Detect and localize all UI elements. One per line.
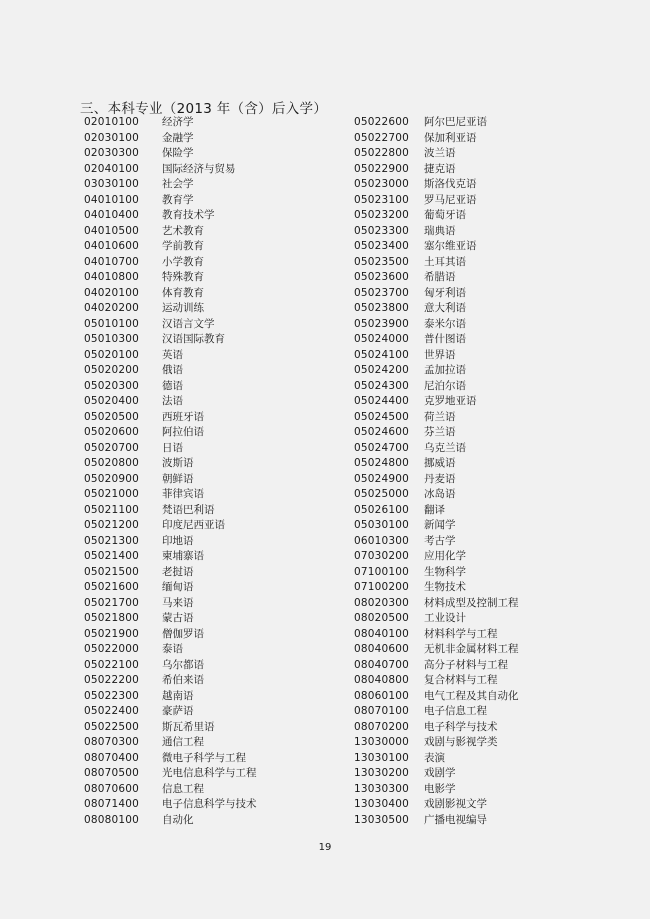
major-name: 希腊语 [424,271,456,283]
major-name: 世界语 [424,348,456,361]
major-code: 13030300 [354,782,410,795]
major-code: 13030200 [354,767,410,779]
major-name: 生物科学 [424,565,466,578]
major-name: 高分子材料与工程 [424,658,508,671]
major-name: 学前教育 [162,240,204,252]
major-name: 挪威语 [424,457,456,469]
major-code: 05023100 [354,193,410,206]
major-code: 05022700 [354,131,410,144]
major-code: 05024000 [354,333,410,345]
major-name: 社会学 [162,178,194,190]
major-name: 微电子科学与工程 [162,751,246,764]
major-code: 05022800 [354,147,410,159]
major-code: 02030100 [84,131,140,144]
major-code: 05023600 [354,271,410,283]
major-name: 考古学 [424,534,456,547]
major-code: 06010300 [354,534,410,547]
section-heading: 三、本科专业（2013 年（含）后入学） [80,101,328,117]
major-name: 保加利亚语 [424,131,477,144]
major-code: 05021900 [84,627,140,640]
major-name: 菲律宾语 [162,488,204,500]
major-code: 05021600 [84,581,140,593]
major-name: 葡萄牙语 [424,209,466,221]
major-name: 汉语国际教育 [162,333,225,345]
major-code: 05023000 [354,178,410,190]
page-number: 19 [318,842,332,853]
major-name: 朝鲜语 [162,472,194,485]
major-code: 13030400 [354,798,410,810]
major-code: 05022900 [354,162,410,175]
major-name: 意大利语 [424,302,466,314]
major-code: 05022500 [84,720,140,733]
major-code: 05023800 [354,302,410,314]
major-code: 04010500 [84,224,140,237]
major-name: 乌克兰语 [424,441,466,454]
major-code: 05022200 [84,674,140,686]
major-name: 小学教育 [162,255,204,268]
major-name: 罗马尼亚语 [424,193,477,206]
major-code: 05024400 [354,395,410,407]
major-name: 柬埔寨语 [162,550,204,562]
major-name: 金融学 [162,131,194,144]
major-code: 04010100 [84,193,140,206]
major-code: 05020800 [84,457,140,469]
major-name: 国际经济与贸易 [162,162,236,175]
major-name: 特殊教育 [162,271,204,283]
major-code: 05021700 [84,596,140,609]
major-name: 乌尔都语 [162,658,204,671]
major-name: 运动训练 [162,302,204,314]
major-code: 04010600 [84,240,140,252]
major-name: 俄语 [162,364,183,376]
major-code: 05021000 [84,488,140,500]
major-code: 05010300 [84,333,140,345]
major-name: 戏剧与影视学类 [424,736,498,748]
major-code: 13030500 [354,813,410,826]
major-code: 02030300 [84,147,140,159]
major-name: 保险学 [162,147,194,159]
major-code: 08070100 [354,705,410,717]
major-code: 05020100 [84,348,140,361]
major-code: 02010100 [84,116,140,128]
major-code: 13030100 [354,751,410,764]
major-code: 05024300 [354,379,410,392]
major-name: 材料成型及控制工程 [424,596,519,609]
major-code: 04010700 [84,255,140,268]
major-name: 克罗地亚语 [424,395,477,407]
major-name: 豪萨语 [162,705,194,717]
major-code: 05020900 [84,472,140,485]
major-code: 08080100 [84,813,140,826]
major-code: 08040600 [354,643,410,655]
major-code: 02040100 [84,162,140,175]
major-code: 13030000 [354,736,410,748]
major-name: 阿尔巴尼亚语 [424,116,487,128]
major-name: 通信工程 [162,736,204,748]
major-code: 08040700 [354,658,410,671]
major-name: 僧伽罗语 [162,627,204,640]
major-name: 西班牙语 [162,410,204,423]
major-code: 08070300 [84,736,140,748]
major-name: 希伯来语 [162,674,204,686]
major-name: 冰岛语 [424,488,456,500]
major-name: 表演 [424,751,445,764]
major-code: 05020300 [84,379,140,392]
major-code: 05022100 [84,658,140,671]
major-name: 普什图语 [424,333,466,345]
major-code: 08070200 [354,720,410,733]
major-code: 05024500 [354,410,410,423]
major-name: 翻译 [424,503,445,516]
major-code: 05010100 [84,317,140,330]
major-code: 07100100 [354,565,410,578]
major-name: 戏剧学 [424,767,456,779]
major-name: 匈牙利语 [424,286,466,299]
major-name: 印地语 [162,534,194,547]
major-code: 08040100 [354,627,410,640]
major-name: 应用化学 [424,550,466,562]
major-code: 08071400 [84,798,140,810]
major-code: 04020200 [84,302,140,314]
major-code: 05024700 [354,441,410,454]
major-code: 05024200 [354,364,410,376]
major-name: 斯洛伐克语 [424,178,477,190]
major-code: 08020500 [354,612,410,624]
major-name: 无机非金属材料工程 [424,643,519,655]
major-name: 新闻学 [424,519,456,531]
major-code: 05025000 [354,488,410,500]
major-code: 08070500 [84,767,140,779]
major-code: 05021200 [84,519,140,531]
major-code: 08070400 [84,751,140,764]
major-name: 斯瓦希里语 [162,720,215,733]
major-name: 梵语巴利语 [162,503,215,516]
major-code: 05024800 [354,457,410,469]
major-name: 光电信息科学与工程 [162,767,257,779]
major-code: 08020300 [354,596,410,609]
major-name: 塞尔维亚语 [424,240,477,252]
major-name: 材料科学与工程 [424,627,498,640]
major-name: 蒙古语 [162,612,194,624]
major-name: 尼泊尔语 [424,379,466,392]
major-name: 工业设计 [424,612,466,624]
major-code: 05023200 [354,209,410,221]
major-code: 05024900 [354,472,410,485]
major-name: 电子信息工程 [424,705,487,717]
major-name: 芬兰语 [424,426,456,438]
major-code: 05022600 [354,116,410,128]
major-name: 老挝语 [162,565,194,578]
major-code: 04010800 [84,271,140,283]
major-code: 05020600 [84,426,140,438]
major-code: 05021400 [84,550,140,562]
major-code: 04020100 [84,286,140,299]
major-code: 07030200 [354,550,410,562]
major-name: 荷兰语 [424,410,456,423]
major-code: 05021300 [84,534,140,547]
major-name: 捷克语 [424,162,456,175]
major-name: 自动化 [162,813,194,826]
major-code: 05020200 [84,364,140,376]
major-code: 05023700 [354,286,410,299]
major-code: 05021100 [84,503,140,516]
major-name: 电子信息科学与技术 [162,798,257,810]
major-name: 电气工程及其自动化 [424,689,519,702]
major-code: 05022400 [84,705,140,717]
major-code: 05026100 [354,503,410,516]
major-name: 生物技术 [424,581,466,593]
major-code: 05021500 [84,565,140,578]
major-code: 05023900 [354,317,410,330]
major-code: 05022000 [84,643,140,655]
major-code: 08040800 [354,674,410,686]
major-code: 05022300 [84,689,140,702]
major-name: 教育技术学 [162,209,215,221]
major-name: 丹麦语 [424,472,456,485]
major-name: 复合材料与工程 [424,674,498,686]
major-name: 法语 [162,395,183,407]
major-code: 05024600 [354,426,410,438]
major-name: 电影学 [424,782,456,795]
major-name: 汉语言文学 [162,317,215,330]
major-name: 缅甸语 [162,581,194,593]
major-name: 艺术教育 [162,224,204,237]
major-code: 05020400 [84,395,140,407]
major-name: 马来语 [162,596,194,609]
major-name: 孟加拉语 [424,364,466,376]
major-name: 波斯语 [162,457,194,469]
major-name: 电子科学与技术 [424,720,498,733]
major-name: 戏剧影视文学 [424,798,487,810]
major-code: 05030100 [354,519,410,531]
major-code: 05020500 [84,410,140,423]
major-code: 04010400 [84,209,140,221]
major-name: 体育教育 [162,286,204,299]
major-name: 经济学 [162,116,194,128]
major-name: 教育学 [162,193,194,206]
major-name: 越南语 [162,689,194,702]
major-code: 08060100 [354,689,410,702]
major-name: 印度尼西亚语 [162,519,225,531]
major-code: 05023400 [354,240,410,252]
major-name: 广播电视编导 [424,813,487,826]
major-name: 英语 [162,348,183,361]
major-name: 波兰语 [424,147,456,159]
major-name: 泰米尔语 [424,317,466,330]
major-code: 05021800 [84,612,140,624]
major-code: 03030100 [84,178,140,190]
major-code: 05023500 [354,255,410,268]
major-code: 05024100 [354,348,410,361]
major-code: 05020700 [84,441,140,454]
major-name: 泰语 [162,643,183,655]
major-name: 德语 [162,379,183,392]
major-name: 土耳其语 [424,255,466,268]
major-code: 08070600 [84,782,140,795]
major-name: 日语 [162,441,183,454]
major-code: 05023300 [354,224,410,237]
major-name: 信息工程 [162,782,204,795]
major-code: 07100200 [354,581,410,593]
major-name: 瑞典语 [424,224,456,237]
major-name: 阿拉伯语 [162,426,204,438]
